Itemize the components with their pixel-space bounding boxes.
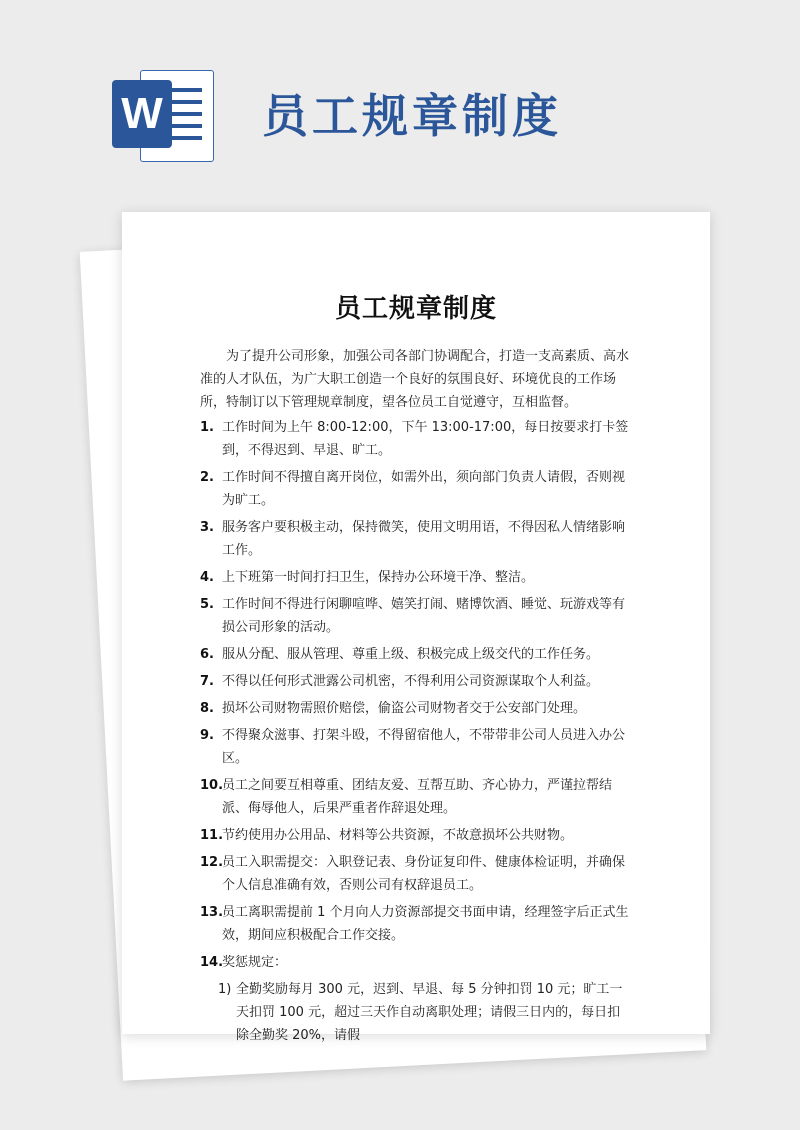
list-item: [200, 774, 632, 820]
word-icon-letter: W: [112, 80, 172, 148]
item-number: 8.: [200, 701, 214, 716]
item-number: 6.: [200, 647, 214, 662]
list-item: [200, 670, 632, 693]
intro-paragraph: 为了提升公司形象，加强公司各部门协调配合，打造一支高素质、高水准的人才队伍，为广大职工创造一个良好的氛围良好、环境优良的工作场所，特制订以下管理规章制度，望各位员工自觉遵守，互相监督。: [200, 349, 630, 410]
item-text: 不得以任何形式泄露公司机密，不得利用公司资源谋取个人利益。: [222, 674, 600, 689]
item-text: 员工之间要互相尊重、团结友爱、互帮互助、齐心协力，严谨拉帮结派、侮辱他人，后果严重者作辞退处理。: [222, 778, 613, 816]
document-body: [200, 345, 632, 1047]
item-number: 4.: [200, 570, 214, 585]
list-item: [200, 901, 632, 947]
item-number: 3.: [200, 520, 214, 535]
list-item: [200, 697, 632, 720]
item-text: 服务客户要积极主动，保持微笑，使用文明用语，不得因私人情绪影响工作。: [222, 520, 626, 558]
item-number: 14.: [200, 955, 224, 970]
item-text: 工作时间不得擅自离开岗位，如需外出，须向部门负责人请假，否则视为旷工。: [222, 470, 626, 508]
page-title: 员工规章制度: [334, 294, 497, 324]
item-text: 员工离职需提前 1 个月向人力资源部提交书面申请，经理签字后正式生效，期间应积极配合工作交接。: [222, 905, 629, 943]
item-text: 工作时间为上午 8:00-12:00，下午 13:00-17:00，每日按要求打卡签到，不得迟到、早退、旷工。: [222, 420, 629, 458]
item-number: 12.: [200, 855, 224, 870]
list-item: [200, 824, 632, 847]
list-item: [200, 593, 632, 639]
list-item: [200, 851, 632, 897]
item-number: 9.: [200, 728, 214, 743]
item-number: 11.: [200, 828, 224, 843]
list-item: [200, 724, 632, 770]
sub-item-text: 全勤奖励每月 300 元，迟到、早退、每 5 分钟扣罚 10 元；旷工一天扣罚 100 元，超过三天作自动离职处理；请假三日内的，每日扣除全勤奖 20%，请假: [236, 982, 623, 1043]
item-text: 工作时间不得进行闲聊喧哗、嬉笑打闹、赌博饮酒、睡觉、玩游戏等有损公司形象的活动。: [222, 597, 626, 635]
item-text: 节约使用办公用品、材料等公共资源，不故意损坏公共财物。: [222, 828, 574, 843]
sub-list-item: [218, 978, 632, 1047]
item-number: 5.: [200, 597, 214, 612]
item-number: 1.: [200, 420, 214, 435]
word-document-icon: [112, 66, 214, 166]
item-text: 上下班第一时间打扫卫生，保持办公环境干净、整洁。: [222, 570, 535, 585]
document-heading: 员工规章制度: [262, 89, 562, 143]
list-item: [200, 466, 632, 512]
list-item: [200, 416, 632, 462]
sub-item-number: 1): [218, 982, 232, 997]
item-text: 损坏公司财物需照价赔偿，偷盗公司财物者交于公安部门处理。: [222, 701, 587, 716]
rules-list: [200, 416, 632, 974]
item-number: 2.: [200, 470, 214, 485]
list-item: [200, 643, 632, 666]
item-text: 奖惩规定：: [222, 955, 288, 970]
list-item: [200, 516, 632, 562]
item-number: 10.: [200, 778, 224, 793]
list-item: [200, 951, 632, 974]
document-page: [122, 212, 710, 1043]
item-text: 服从分配、服从管理、尊重上级、积极完成上级交代的工作任务。: [222, 647, 600, 662]
item-number: 7.: [200, 674, 214, 689]
list-item: [200, 566, 632, 589]
item-number: 13.: [200, 905, 224, 920]
item-text: 不得聚众滋事、打架斗殴，不得留宿他人，不带带非公司人员进入办公区。: [222, 728, 626, 766]
header: [0, 0, 800, 200]
item-text: 员工入职需提交：入职登记表、身份证复印件、健康体检证明，并确保个人信息准确有效，否则公司有权辞退员工。: [222, 855, 626, 893]
